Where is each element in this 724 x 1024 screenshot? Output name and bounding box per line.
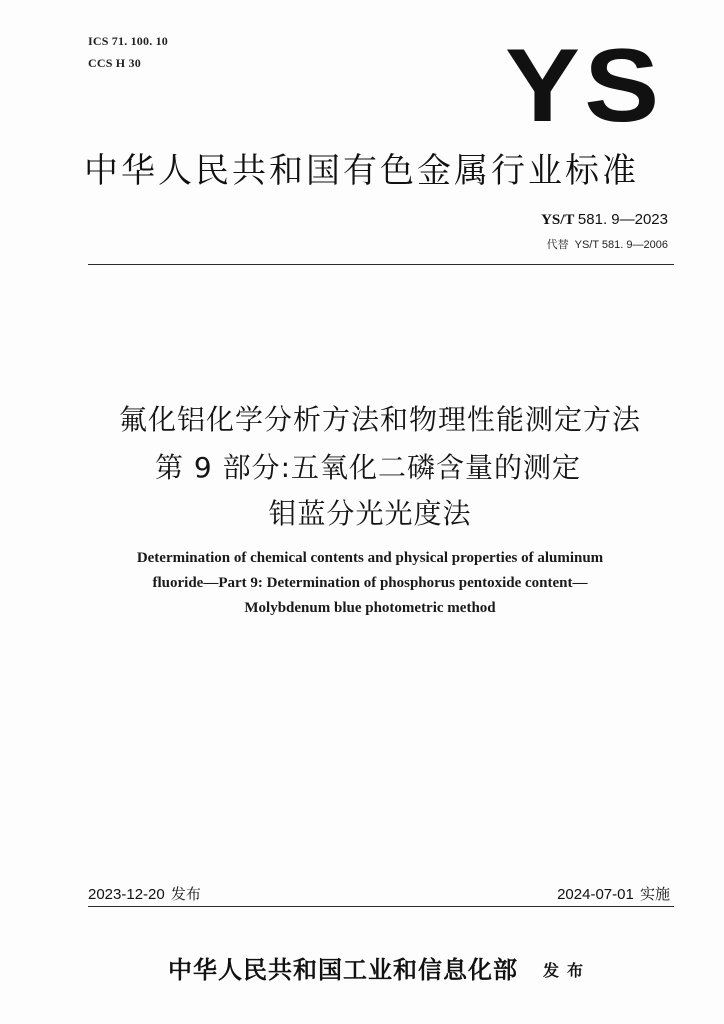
ys-logo: YS: [505, 28, 664, 144]
replaces-line: [547, 236, 668, 252]
top-divider: [88, 264, 674, 265]
english-title-line-2: fluoride—Part 9: Determination of phosphorus pentoxide content—: [152, 575, 588, 591]
issuing-action: 发布: [543, 961, 592, 980]
standard-code: [541, 211, 668, 229]
implementation-date-line: [557, 883, 670, 904]
ics-code: ICS 71. 100. 10: [88, 34, 169, 48]
issue-date: 2023-12-20: [88, 886, 165, 903]
standard-category-title: 中华人民共和国有色金属行业标准: [84, 151, 639, 191]
bottom-divider: [88, 906, 674, 907]
ccs-code: CCS H 30: [88, 56, 141, 70]
issue-date-label: 发布: [170, 885, 201, 903]
replaces-label: 代替: [546, 239, 569, 251]
standard-code-number: 581. 9—2023: [577, 211, 668, 228]
english-title-line-3: Molybdenum blue photometric method: [244, 600, 496, 616]
implementation-date-label: 实施: [639, 885, 670, 903]
chinese-title-line-3: 钼蓝分光光度法: [268, 497, 472, 530]
standard-code-prefix: YS/T: [541, 212, 575, 228]
issuing-authority: 中华人民共和国工业和信息化部: [168, 956, 518, 984]
english-title-line-1: Determination of chemical contents and physical properties of aluminum: [136, 550, 604, 566]
chinese-title-line-2: 第 9 部分:五氧化二磷含量的测定: [154, 451, 582, 484]
implementation-date: 2024-07-01: [557, 886, 634, 903]
issue-date-line: [88, 883, 201, 904]
replaces-code: YS/T 581. 9—2006: [574, 239, 668, 251]
chinese-title-line-1: 氟化铝化学分析方法和物理性能测定方法: [118, 403, 641, 436]
